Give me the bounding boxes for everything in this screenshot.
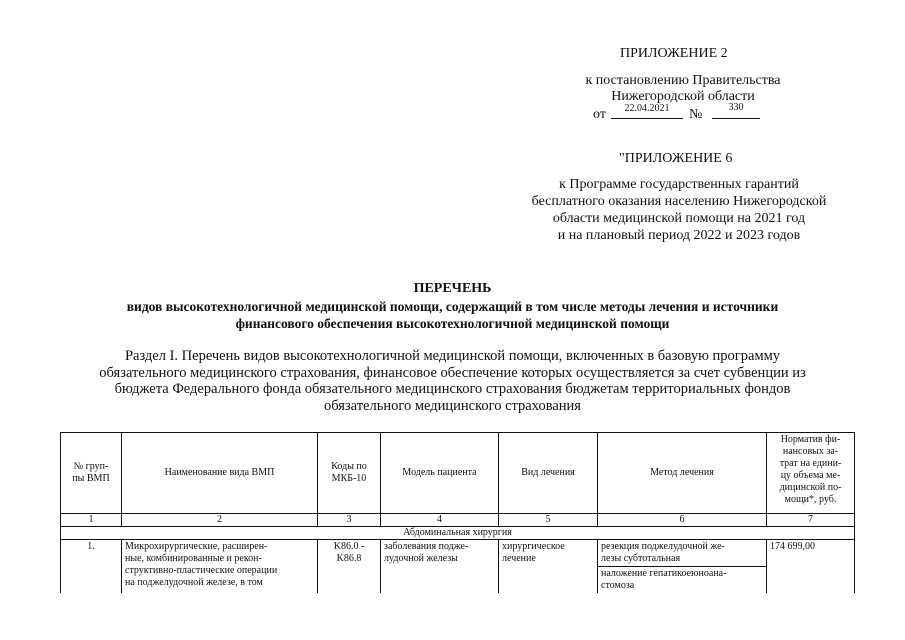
section-label: Абдоминальная хирургия — [61, 527, 855, 540]
decree-date: 22.04.2021 — [611, 102, 683, 119]
header-text: Норматив фи- — [780, 434, 841, 445]
section-heading — [60, 348, 845, 414]
section-line: Раздел I. Перечень видов высокотехнологичной медицинской помощи, включенных в базовую программу — [124, 348, 781, 364]
header-text: № груп- — [73, 461, 109, 472]
cell-vmp-name — [122, 540, 318, 594]
header-vmp-name: Наименование вида ВМП — [122, 433, 318, 514]
decree-line: к постановлению Правительства — [585, 73, 781, 88]
section-row — [61, 527, 855, 540]
decree-number: 330 — [712, 102, 760, 119]
cell-group-no: 1. — [61, 540, 122, 594]
cell-line: на поджелудочной железе, в том — [125, 577, 263, 588]
vmp-table — [60, 432, 855, 593]
header-group-no — [61, 433, 122, 514]
cell-norm-cost: 174 699,00 — [767, 540, 855, 594]
cell-line: стомоза — [601, 580, 635, 591]
header-text: МКБ-10 — [331, 473, 367, 484]
header-treatment-type: Вид лечения — [499, 433, 598, 514]
header-patient-model: Модель пациента — [381, 433, 499, 514]
section-line: обязательного медицинского страхования, финансовое обеспечение которых осуществляется за счет субвенции из — [99, 364, 806, 381]
header-text: трат на едини- — [779, 458, 842, 469]
appendix-2-title: ПРИЛОЖЕНИЕ 2 — [620, 46, 728, 61]
number-sign: № — [689, 107, 703, 122]
header-treatment-method: Метод лечения — [598, 433, 767, 514]
cell-patient-model — [381, 540, 499, 594]
cell-line: наложение гепатикоеюноана- — [601, 568, 727, 579]
program-line: и на плановый период 2022 и 2023 годов — [557, 228, 801, 243]
section-line: бюджета Федерального фонда обязательного медицинского страхования бюджетам территориальных фондов — [114, 381, 791, 397]
cell-icd-codes — [318, 540, 381, 594]
column-number-row — [61, 514, 855, 527]
header-text: пы ВМП — [72, 473, 110, 484]
cell-line: лезы субтотальная — [601, 553, 681, 564]
column-number: 2 — [122, 514, 318, 527]
column-number: 6 — [598, 514, 767, 527]
decree-line: Нижегородской области — [611, 89, 755, 104]
program-reference — [512, 176, 846, 244]
subtitle-line: видов высокотехнологичной медицинской помощи, содержащий в том числе методы лечения и источники — [126, 299, 779, 314]
cell-line: K86.0 - — [333, 541, 365, 552]
cell-line: лечение — [502, 553, 536, 564]
header-text: цу объема ме- — [780, 470, 841, 481]
program-line: области медицинской помощи на 2021 год — [552, 211, 806, 226]
cell-line: ные, комбинированные и рекон- — [125, 553, 262, 564]
cell-line: лудочной железы — [384, 553, 458, 564]
cell-method — [598, 540, 767, 567]
cell-line: структивно-пластические операции — [125, 565, 278, 576]
column-number: 7 — [767, 514, 855, 527]
header-norm-cost — [767, 433, 855, 514]
header-text: мощи*, руб. — [784, 494, 837, 505]
appendix-6-title: "ПРИЛОЖЕНИЕ 6 — [619, 151, 733, 166]
table-header-row — [61, 433, 855, 514]
column-number: 5 — [499, 514, 598, 527]
decree-reference — [572, 73, 794, 105]
cell-line: Микрохирургические, расширен- — [125, 541, 268, 552]
column-number: 1 — [61, 514, 122, 527]
header-text: дицинской по- — [779, 482, 842, 493]
header-text: нансовых за- — [782, 446, 839, 457]
header-icd-codes — [318, 433, 381, 514]
column-number: 3 — [318, 514, 381, 527]
section-line: обязательного медицинского страхования — [324, 397, 581, 414]
cell-treatment-type — [499, 540, 598, 594]
decree-date-number — [593, 102, 773, 122]
subtitle-line: финансового обеспечения высокотехнологичной медицинской помощи — [235, 316, 670, 331]
cell-line: заболевания подже- — [384, 541, 469, 552]
table-row — [61, 540, 855, 567]
cell-method — [598, 567, 767, 594]
column-number: 4 — [381, 514, 499, 527]
cell-line: резекция поджелудочной же- — [601, 541, 725, 552]
program-line: бесплатного оказания населению Нижегородской — [531, 194, 827, 209]
document-title: ПЕРЕЧЕНЬ — [413, 281, 492, 296]
program-line: к Программе государственных гарантий — [559, 177, 799, 192]
date-prefix: от — [593, 107, 606, 122]
cell-line: K86.8 — [336, 553, 362, 564]
cell-line: хирургическое — [502, 541, 565, 552]
document-subtitle — [60, 298, 845, 332]
header-text: Коды по — [331, 461, 367, 472]
